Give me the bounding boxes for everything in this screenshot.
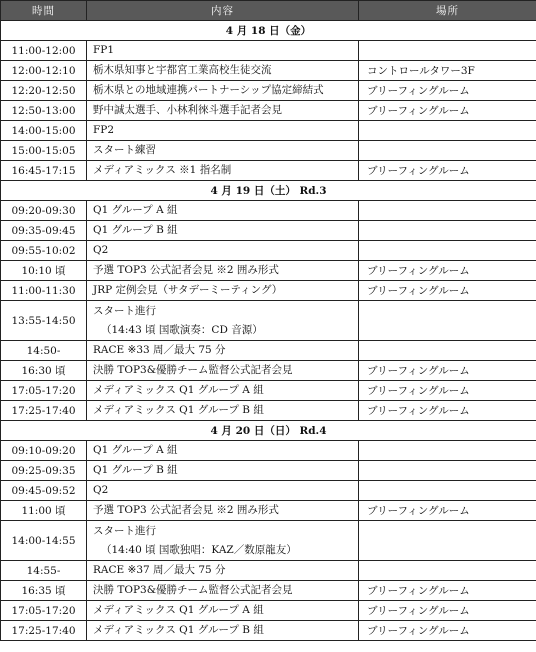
- time-cell: 11:00 頃: [1, 501, 87, 521]
- content-cell: [87, 201, 359, 221]
- content-cell: [87, 41, 359, 61]
- content-cell: [87, 361, 359, 381]
- content-cell: [87, 161, 359, 181]
- time-cell: 17:25-17:40: [1, 621, 87, 641]
- place-cell: [359, 341, 536, 361]
- place-cell: ブリーフィングルーム: [359, 101, 536, 121]
- day-header-row: [1, 181, 536, 201]
- place-cell: [359, 461, 536, 481]
- time-cell: 09:35-09:45: [1, 221, 87, 241]
- table-header: [1, 1, 536, 21]
- content-line: メディアミックス ※1 指名制: [93, 164, 232, 176]
- place-cell: [359, 41, 536, 61]
- place-cell: ブリーフィングルーム: [359, 601, 536, 621]
- table-row: [1, 621, 536, 641]
- table-row: [1, 121, 536, 141]
- table-row: [1, 41, 536, 61]
- table-row: [1, 461, 536, 481]
- time-cell: 09:20-09:30: [1, 201, 87, 221]
- table-row: [1, 561, 536, 581]
- table-row: [1, 581, 536, 601]
- content-line: 栃木県知事と宇都宮工業高校生徒交流: [93, 64, 272, 76]
- table-body: [1, 21, 536, 641]
- table-row: [1, 221, 536, 241]
- content-line: Q1 グループ A 組: [93, 204, 178, 216]
- time-cell: 11:00-11:30: [1, 281, 87, 301]
- content-cell: [87, 441, 359, 461]
- place-cell: [359, 241, 536, 261]
- content-cell: [87, 261, 359, 281]
- place-cell: ブリーフィングルーム: [359, 161, 536, 181]
- day-header-row: [1, 21, 536, 41]
- content-subline: （14:43 頃 国歌演奏：CD 音源）: [101, 323, 263, 336]
- content-line: メディアミックス Q1 グループ B 組: [93, 624, 264, 636]
- content-line: JRP 定例会見（サタデーミーティング）: [93, 284, 283, 296]
- time-cell: 17:05-17:20: [1, 601, 87, 621]
- time-cell: 17:05-17:20: [1, 381, 87, 401]
- day-label: 4 月 19 日（土） Rd.3: [1, 181, 536, 201]
- content-cell: [87, 401, 359, 421]
- time-cell: 10:10 頃: [1, 261, 87, 281]
- time-cell: 12:50-13:00: [1, 101, 87, 121]
- content-cell: [87, 501, 359, 521]
- content-line: スタート進行: [93, 524, 156, 537]
- place-cell: ブリーフィングルーム: [359, 621, 536, 641]
- time-cell: 15:00-15:05: [1, 141, 87, 161]
- place-cell: [359, 441, 536, 461]
- table-row: [1, 381, 536, 401]
- content-cell: [87, 341, 359, 361]
- content-cell: [87, 481, 359, 501]
- content-cell: [87, 561, 359, 581]
- place-cell: [359, 221, 536, 241]
- content-line: Q1 グループ B 組: [93, 224, 178, 236]
- time-cell: 09:55-10:02: [1, 241, 87, 261]
- content-line: Q2: [93, 244, 109, 256]
- content-line: 予選 TOP3 公式記者会見 ※2 囲み形式: [93, 264, 279, 276]
- table-row: [1, 281, 536, 301]
- table-row: [1, 161, 536, 181]
- place-cell: [359, 121, 536, 141]
- place-cell: [359, 301, 536, 341]
- table-row: [1, 501, 536, 521]
- header-time: 時間: [1, 1, 87, 21]
- table-row: [1, 241, 536, 261]
- place-cell: ブリーフィングルーム: [359, 381, 536, 401]
- content-line: FP2: [93, 124, 115, 136]
- content-line: RACE ※33 周／最大 75 分: [93, 344, 226, 356]
- header-row: [1, 1, 536, 21]
- content-cell: [87, 581, 359, 601]
- header-content: 内容: [87, 1, 359, 21]
- time-cell: 17:25-17:40: [1, 401, 87, 421]
- content-cell: [87, 141, 359, 161]
- time-cell: 09:10-09:20: [1, 441, 87, 461]
- day-header-row: [1, 421, 536, 441]
- content-line: スタート進行: [93, 304, 156, 317]
- content-line: メディアミックス Q1 グループ B 組: [93, 404, 264, 416]
- content-cell: [87, 281, 359, 301]
- time-cell: 09:45-09:52: [1, 481, 87, 501]
- place-cell: [359, 481, 536, 501]
- place-cell: ブリーフィングルーム: [359, 361, 536, 381]
- content-cell: [87, 381, 359, 401]
- table-row: [1, 601, 536, 621]
- time-cell: 09:25-09:35: [1, 461, 87, 481]
- content-cell: [87, 221, 359, 241]
- table-row: [1, 301, 536, 341]
- time-cell: 14:55-: [1, 561, 87, 581]
- table-row: [1, 441, 536, 461]
- time-cell: 14:00-15:00: [1, 121, 87, 141]
- place-cell: [359, 561, 536, 581]
- content-line: メディアミックス Q1 グループ A 組: [93, 604, 264, 616]
- day-label: 4 月 18 日（金）: [1, 21, 536, 41]
- time-cell: 16:45-17:15: [1, 161, 87, 181]
- time-cell: 12:00-12:10: [1, 61, 87, 81]
- table-row: [1, 521, 536, 561]
- content-cell: [87, 461, 359, 481]
- place-cell: ブリーフィングルーム: [359, 581, 536, 601]
- content-line: 決勝 TOP3&優勝チーム監督公式記者会見: [93, 584, 293, 596]
- table-row: [1, 61, 536, 81]
- place-cell: ブリーフィングルーム: [359, 401, 536, 421]
- content-line: FP1: [93, 44, 115, 56]
- content-line: RACE ※37 周／最大 75 分: [93, 564, 226, 576]
- time-cell: 13:55-14:50: [1, 301, 87, 341]
- time-cell: 12:20-12:50: [1, 81, 87, 101]
- place-cell: [359, 141, 536, 161]
- content-cell: [87, 61, 359, 81]
- place-cell: [359, 521, 536, 561]
- content-line: 決勝 TOP3&優勝チーム監督公式記者会見: [93, 364, 293, 376]
- table-row: [1, 101, 536, 121]
- content-cell: [87, 121, 359, 141]
- header-place: 場所: [359, 1, 536, 21]
- content-line: Q1 グループ B 組: [93, 464, 178, 476]
- place-cell: ブリーフィングルーム: [359, 281, 536, 301]
- time-cell: 14:50-: [1, 341, 87, 361]
- content-line: 野中誠太選手、小林利徠斗選手記者会見: [93, 104, 282, 116]
- table-row: [1, 141, 536, 161]
- table-row: [1, 201, 536, 221]
- table-row: [1, 361, 536, 381]
- time-cell: 16:30 頃: [1, 361, 87, 381]
- table-row: [1, 401, 536, 421]
- content-cell: [87, 601, 359, 621]
- content-line: Q1 グループ A 組: [93, 444, 178, 456]
- content-cell: [87, 301, 359, 341]
- time-cell: 11:00-12:00: [1, 41, 87, 61]
- table-row: [1, 481, 536, 501]
- place-cell: コントロールタワー3F: [359, 61, 536, 81]
- day-label: 4 月 20 日（日） Rd.4: [1, 421, 536, 441]
- place-cell: [359, 201, 536, 221]
- table-row: [1, 81, 536, 101]
- table-row: [1, 341, 536, 361]
- content-subline: （14:40 頃 国歌独唱：KAZ／数原龍友）: [101, 543, 297, 556]
- content-line: 栃木県との地域連携パートナーシップ協定締結式: [93, 84, 324, 96]
- time-cell: 16:35 頃: [1, 581, 87, 601]
- place-cell: ブリーフィングルーム: [359, 261, 536, 281]
- time-cell: 14:00-14:55: [1, 521, 87, 561]
- content-line: Q2: [93, 484, 109, 496]
- content-cell: [87, 101, 359, 121]
- place-cell: ブリーフィングルーム: [359, 501, 536, 521]
- table-row: [1, 261, 536, 281]
- content-cell: [87, 621, 359, 641]
- content-line: メディアミックス Q1 グループ A 組: [93, 384, 264, 396]
- place-cell: ブリーフィングルーム: [359, 81, 536, 101]
- content-cell: [87, 521, 359, 561]
- content-cell: [87, 241, 359, 261]
- content-line: 予選 TOP3 公式記者会見 ※2 囲み形式: [93, 504, 279, 516]
- content-line: スタート練習: [93, 144, 156, 156]
- content-cell: [87, 81, 359, 101]
